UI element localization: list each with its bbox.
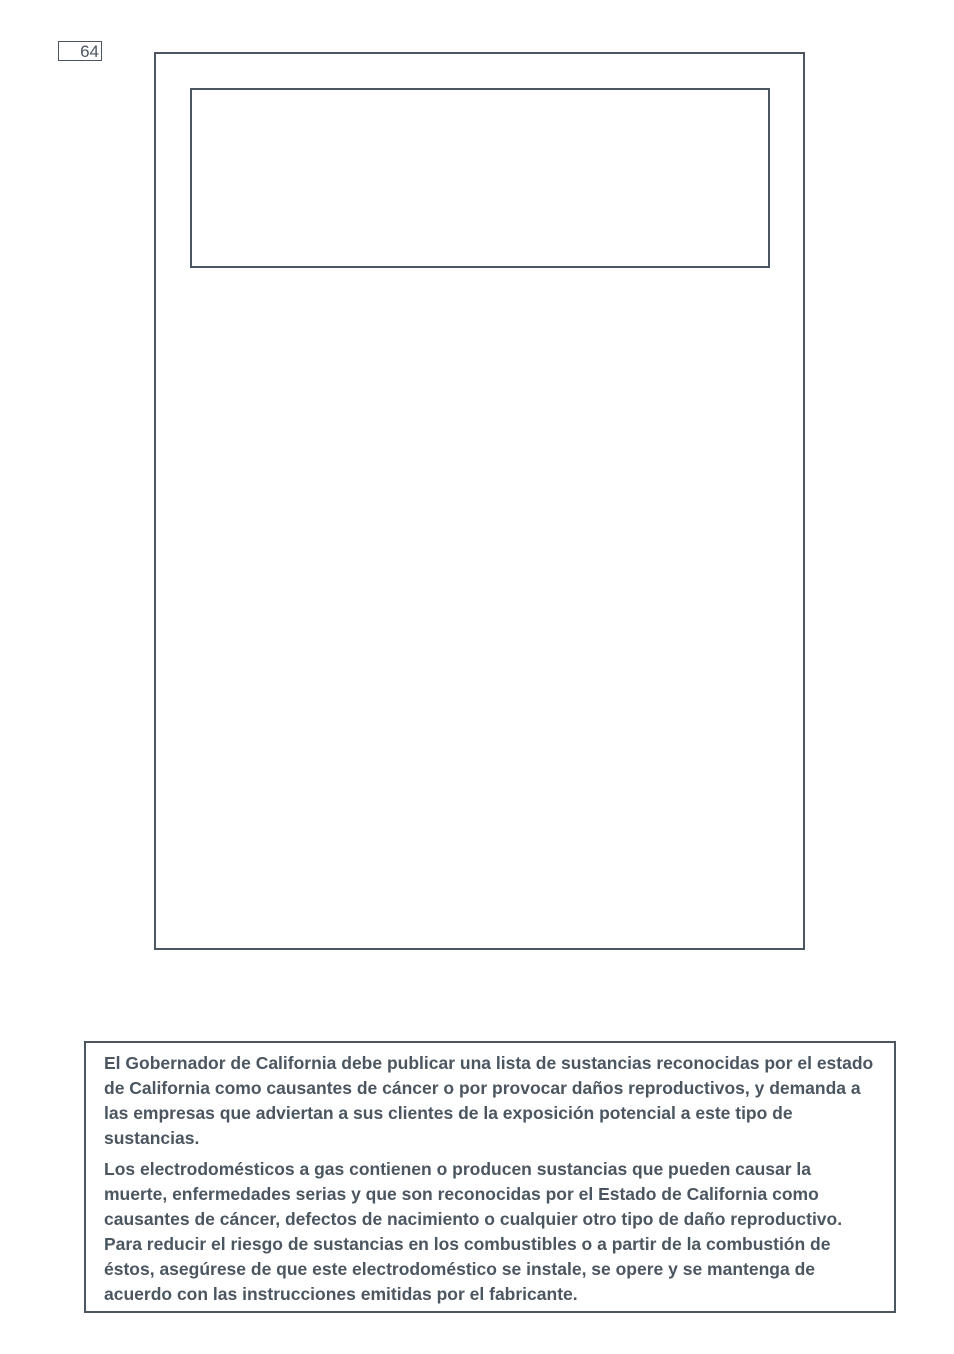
warning-paragraph-2: Los electrodomésticos a gas contienen o producen sustancias que pueden causar la muerte, enfermedades serias y que son reconocidas por el Estado de California como causantes de cáncer, defectos de nacimiento o cualquier otro tipo de daño reproductivo. Para reducir el riesgo de sustancias en los combustibles o a partir de la combustión de éstos, asegúrese de que este electrodoméstico se instale, se opere y se mantenga de acuerdo con las instrucciones emitidas por el fabricante.	[104, 1159, 843, 1304]
california-warning-box	[84, 1041, 896, 1313]
blank-label-inner-box	[190, 88, 770, 268]
warning-paragraph-1: El Gobernador de California debe publicar una lista de sustancias reconocidas por el estado de California como causantes de cáncer o por provocar daños reproductivos, y demanda a las empresas que adviertan a sus clientes de la exposición potencial a este tipo de sustancias.	[104, 1053, 874, 1148]
page-number: 64	[58, 41, 102, 61]
